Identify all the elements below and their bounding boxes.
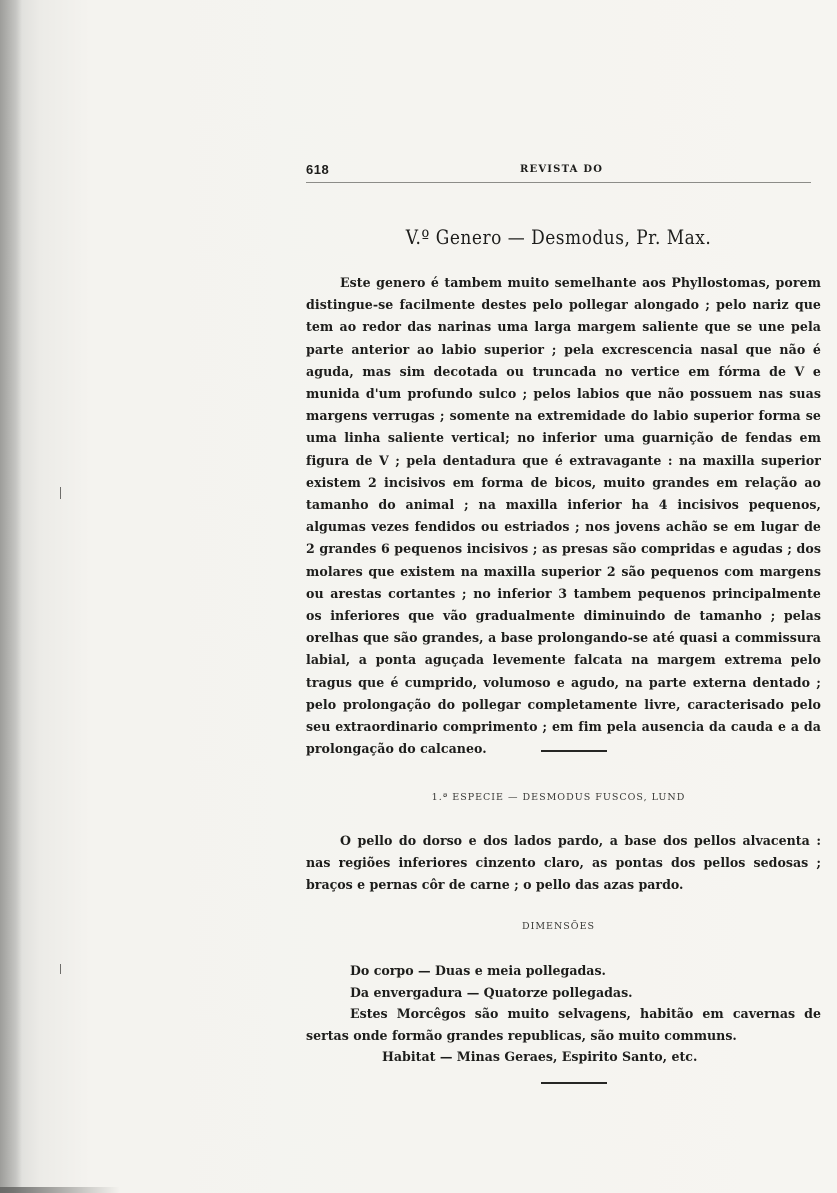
body-length-line: Do corpo — Duas e meia pollegadas. — [350, 963, 606, 978]
binding-shadow — [0, 0, 22, 1193]
habitat-line: Habitat — Minas Geraes, Espirito Santo, etc. — [382, 1049, 698, 1064]
page-number: 618 — [306, 162, 330, 177]
margin-mark — [60, 487, 61, 499]
scan-edge-mark — [0, 1187, 120, 1193]
genus-heading: V.º Genero — Desmodus, Pr. Max. — [405, 226, 712, 250]
dimensions-heading: DIMENSÕES — [521, 921, 596, 932]
journal-title: REVISTA DO — [520, 164, 604, 175]
species-description-paragraph: O pello do dorso e dos lados pardo, a base dos pellos alvacenta : nas regiões inferiores cinzento claro, as pontas dos pellos sedosas ; braços e pernas côr de carne ; o pello das azas pardo. — [306, 833, 821, 893]
habits-paragraph: Estes Morcêgos são muito selvagens, habitão em cavernas de sertas onde formão grandes republicas, são muito communs. — [306, 1006, 821, 1043]
dimensions-block — [306, 960, 821, 1068]
wingspan-line: Da envergadura — Quatorze pollegadas. — [350, 984, 633, 1000]
genus-description-paragraph: Este genero é tambem muito semelhante aos Phyllostomas, porem distingue-se facilmente destes pelo pollegar alongado ; pelo nariz que tem ao redor das narinas uma larga margem saliente que se une pela parte anterior ao labio superior ; pela excrescencia nasal que não é aguda, mas sim decotada ou truncada no vertice em fórma de V e munida d'um profundo sulco ; pelos labios que não possuem nas suas margens verrugas ; somente na extremidade do labio superior forma se uma linha saliente vertical; no inferior uma guarnição de fendas em figura de V ; pela dentadura que é extravagante : na maxilla superior existem 2 incisivos em forma de bicos, muito grandes em relação ao tamanho do animal ; na maxilla inferior ha 4 incisivos pequenos, algumas vezes fendidos ou estriados ; nos jovens achão se em lugar de 2 grandes 6 pequenos incisivos ; as presas são compridas e agudas ; dos molares que existem na maxilla superior 2 são pequenos com margens ou arestas cortantes ; no inferior 3 tambem pequenos principalmente os inferiores que vão gradualmente diminuindo de tamanho ; pelas orelhas que são grandes, a base prolongando-se até quasi a commissura labial, a ponta aguçada levemente falcata na margem extrema pelo tragus que é cumprido, volumoso e agudo, na parte externa dentado ; pelo prolongação do pollegar completamente livre, caracterisado pelo seu extraordinario comprimento ; em fim pela ausencia da cauda e a da prolongação do calcaneo. — [306, 275, 821, 757]
running-header — [306, 160, 811, 183]
species-heading: 1.ª ESPECIE — DESMODUS FUSCOS, LUND — [431, 792, 686, 803]
section-divider — [541, 750, 607, 752]
section-divider — [541, 1082, 607, 1084]
margin-mark — [60, 964, 61, 974]
